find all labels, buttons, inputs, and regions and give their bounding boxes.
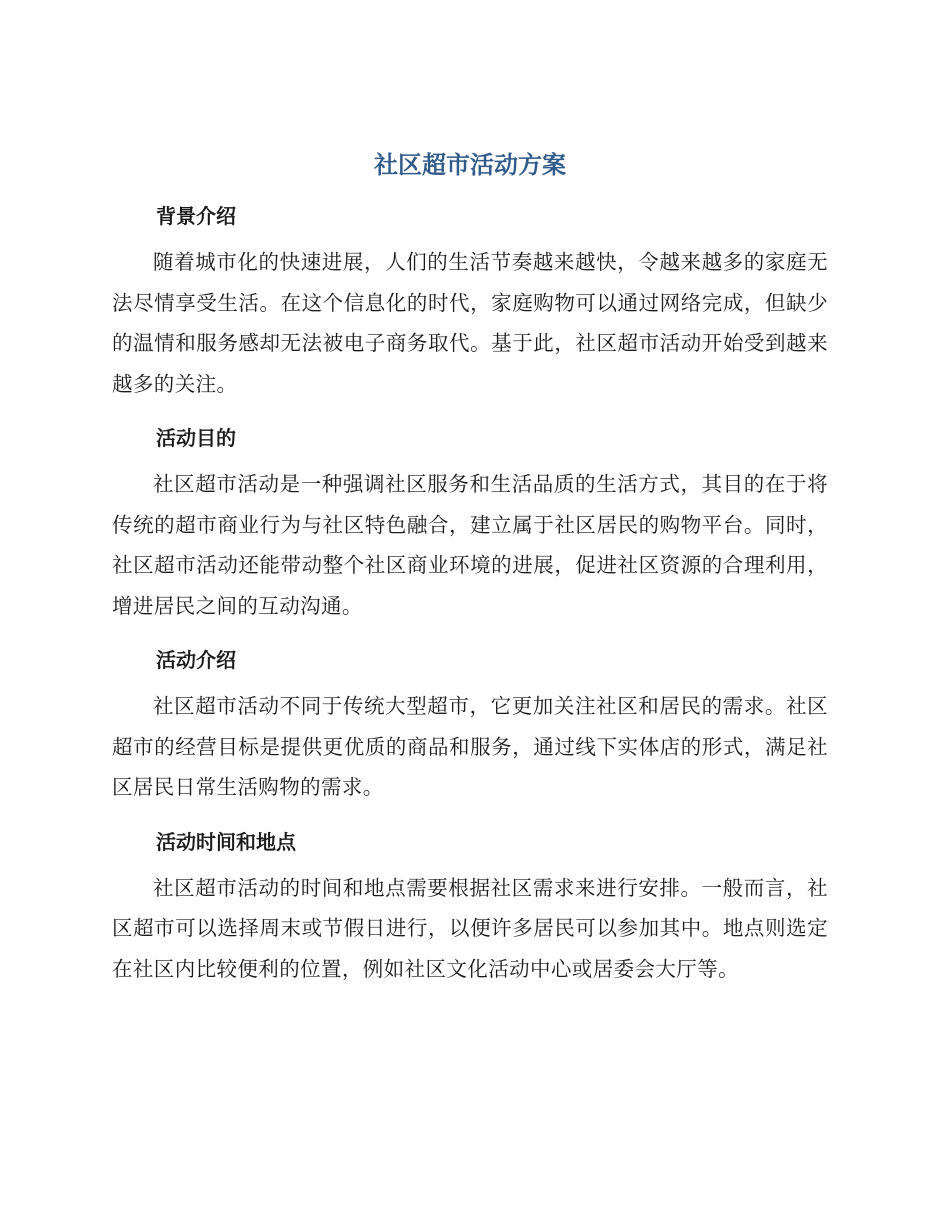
section-purpose — [112, 426, 828, 626]
section-paragraph: 随着城市化的快速进展，人们的生活节奏越来越快，令越来越多的家庭无法尽情享受生活。在这个信息化的时代，家庭购物可以通过网络完成，但缺少的温情和服务感却无法被电子商务取代。基于此，社区超市活动开始受到越来越多的关注。 — [112, 250, 828, 396]
section-background — [112, 204, 828, 404]
section-time-location — [112, 830, 828, 990]
section-heading: 活动目的 — [156, 426, 236, 450]
section-paragraph: 社区超市活动的时间和地点需要根据社区需求来进行安排。一般而言，社区超市可以选择周末或节假日进行，以便许多居民可以参加其中。地点则选定在社区内比较便利的位置，例如社区文化活动中心或居委会大厅等。 — [112, 875, 828, 981]
section-paragraph: 社区超市活动是一种强调社区服务和生活品质的生活方式，其目的在于将传统的超市商业行为与社区特色融合，建立属于社区居民的购物平台。同时，社区超市活动还能带动整个社区商业环境的进展，促进社区资源的合理利用，增进居民之间的互动沟通。 — [112, 472, 828, 618]
document-page — [112, 140, 828, 1011]
document-title: 社区超市活动方案 — [374, 151, 566, 179]
section-introduction — [112, 648, 828, 808]
section-paragraph: 社区超市活动不同于传统大型超市，它更加关注社区和居民的需求。社区超市的经营目标是提供更优质的商品和服务，通过线下实体店的形式，满足社区居民日常生活购物的需求。 — [112, 694, 828, 799]
section-heading: 活动时间和地点 — [156, 829, 296, 854]
section-heading: 活动介绍 — [156, 648, 236, 672]
section-heading: 背景介绍 — [156, 204, 236, 228]
